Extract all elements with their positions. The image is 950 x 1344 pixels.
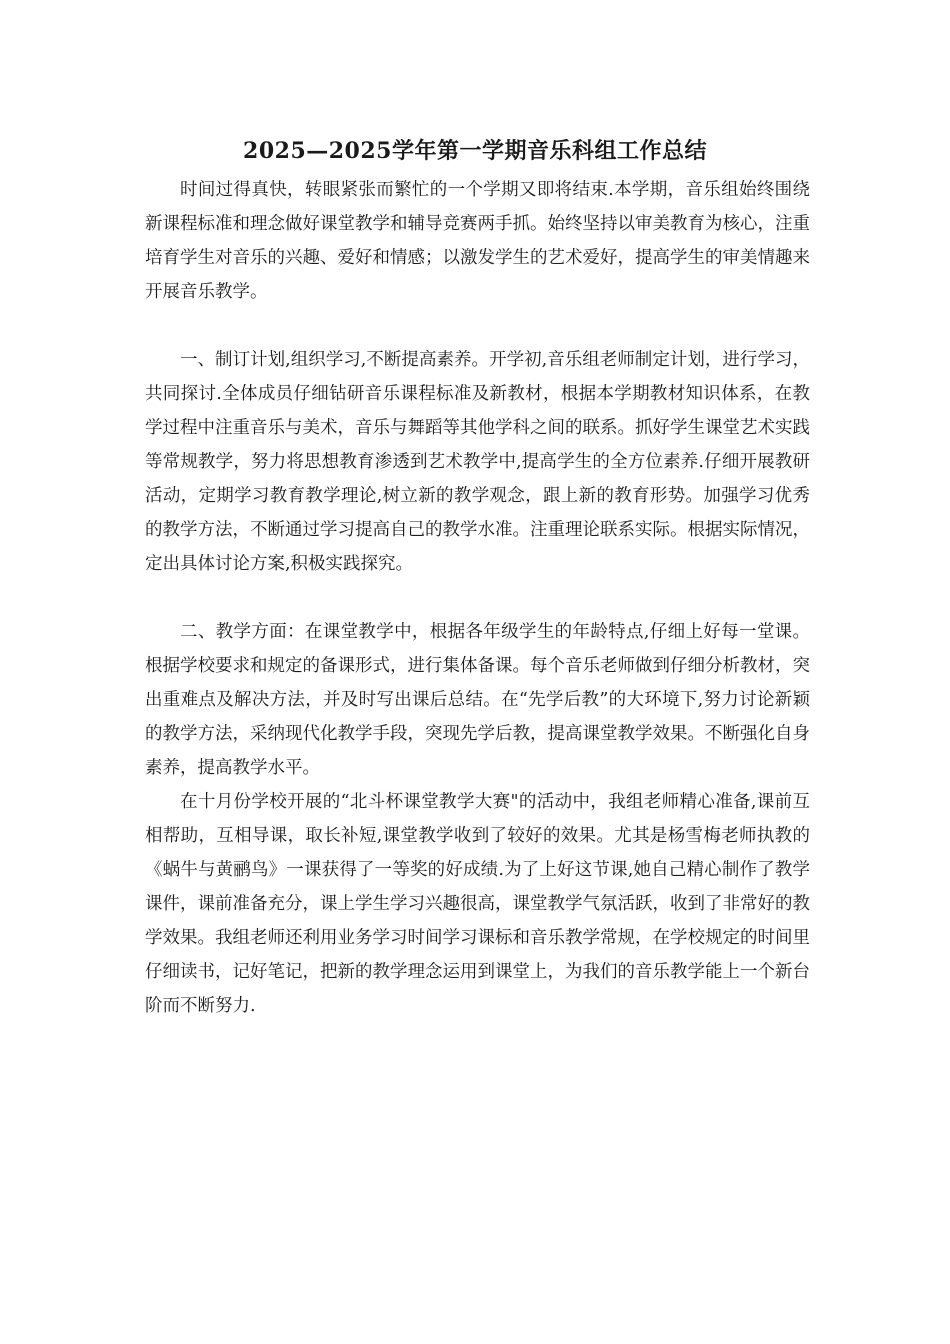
paragraph-section-two: 二、教学方面：在课堂教学中，根据各年级学生的年龄特点,仔细上好每一堂课。根据学校要求和规定的备课形式，进行集体备课。每个音乐老师做到仔细分析教材，突出重难点及解决方法，并及时写出课后总结。在“先学后教”的大环境下,努力讨论新颖的教学方法，采纳现代化教学手段，突现先学后教，提高课堂教学效果。不断强化自身素养，提高教学水平。 xyxy=(145,622,810,778)
document-title: 2025—2025学年第一学期音乐科组工作总结 xyxy=(243,138,707,164)
paragraph-intro: 时间过得真快，转眼紧张而繁忙的一个学期又即将结束.本学期，音乐组始终围绕新课程标准和理念做好课堂教学和辅导竞赛两手抓。始终坚持以审美教育为核心，注重培育学生对音乐的兴趣、爱好和情感；以激发学生的艺术爱好，提高学生的审美情趣来开展音乐教学。 xyxy=(145,180,810,302)
paragraph-competition: 在十月份学校开展的“北斗杯课堂教学大赛"的活动中，我组老师精心准备,课前互相帮助，互相导课，取长补短,课堂教学收到了较好的效果。尤其是杨雪梅老师执教的《蜗牛与黄鹂鸟》一课获得了一等奖的好成绩.为了上好这节课,她自己精心制作了教学课件，课前准备充分，课上学生学习兴趣很高，课堂教学气氛活跃，收到了非常好的教学效果。我组老师还利用业务学习时间学习课标和音乐教学常规，在学校规定的时间里仔细读书，记好笔记，把新的教学理念运用到课堂上，为我们的音乐教学能上一个新台阶而不断努力. xyxy=(145,792,810,1016)
paragraph-section-one: 一、制订计划,组织学习,不断提高素养。开学初,音乐组老师制定计划，进行学习，共同探讨.全体成员仔细钻研音乐课程标准及新教材，根据本学期教材知识体系，在教学过程中注重音乐与美术，音乐与舞蹈等其他学科之间的联系。抓好学生课堂艺术实践等常规教学，努力将思想教育渗透到艺术教学中,提高学生的全方位素养.仔细开展教研活动，定期学习教育教学理论,树立新的教学观念，跟上新的教育形势。加强学习优秀的教学方法，不断通过学习提高自己的教学水准。注重理论联系实际。根据实际情况，定出具体讨论方案,积极实践探究。 xyxy=(145,350,810,574)
paragraph-spacer xyxy=(145,581,810,615)
document-body xyxy=(145,173,810,1023)
paragraph-spacer xyxy=(145,309,810,343)
